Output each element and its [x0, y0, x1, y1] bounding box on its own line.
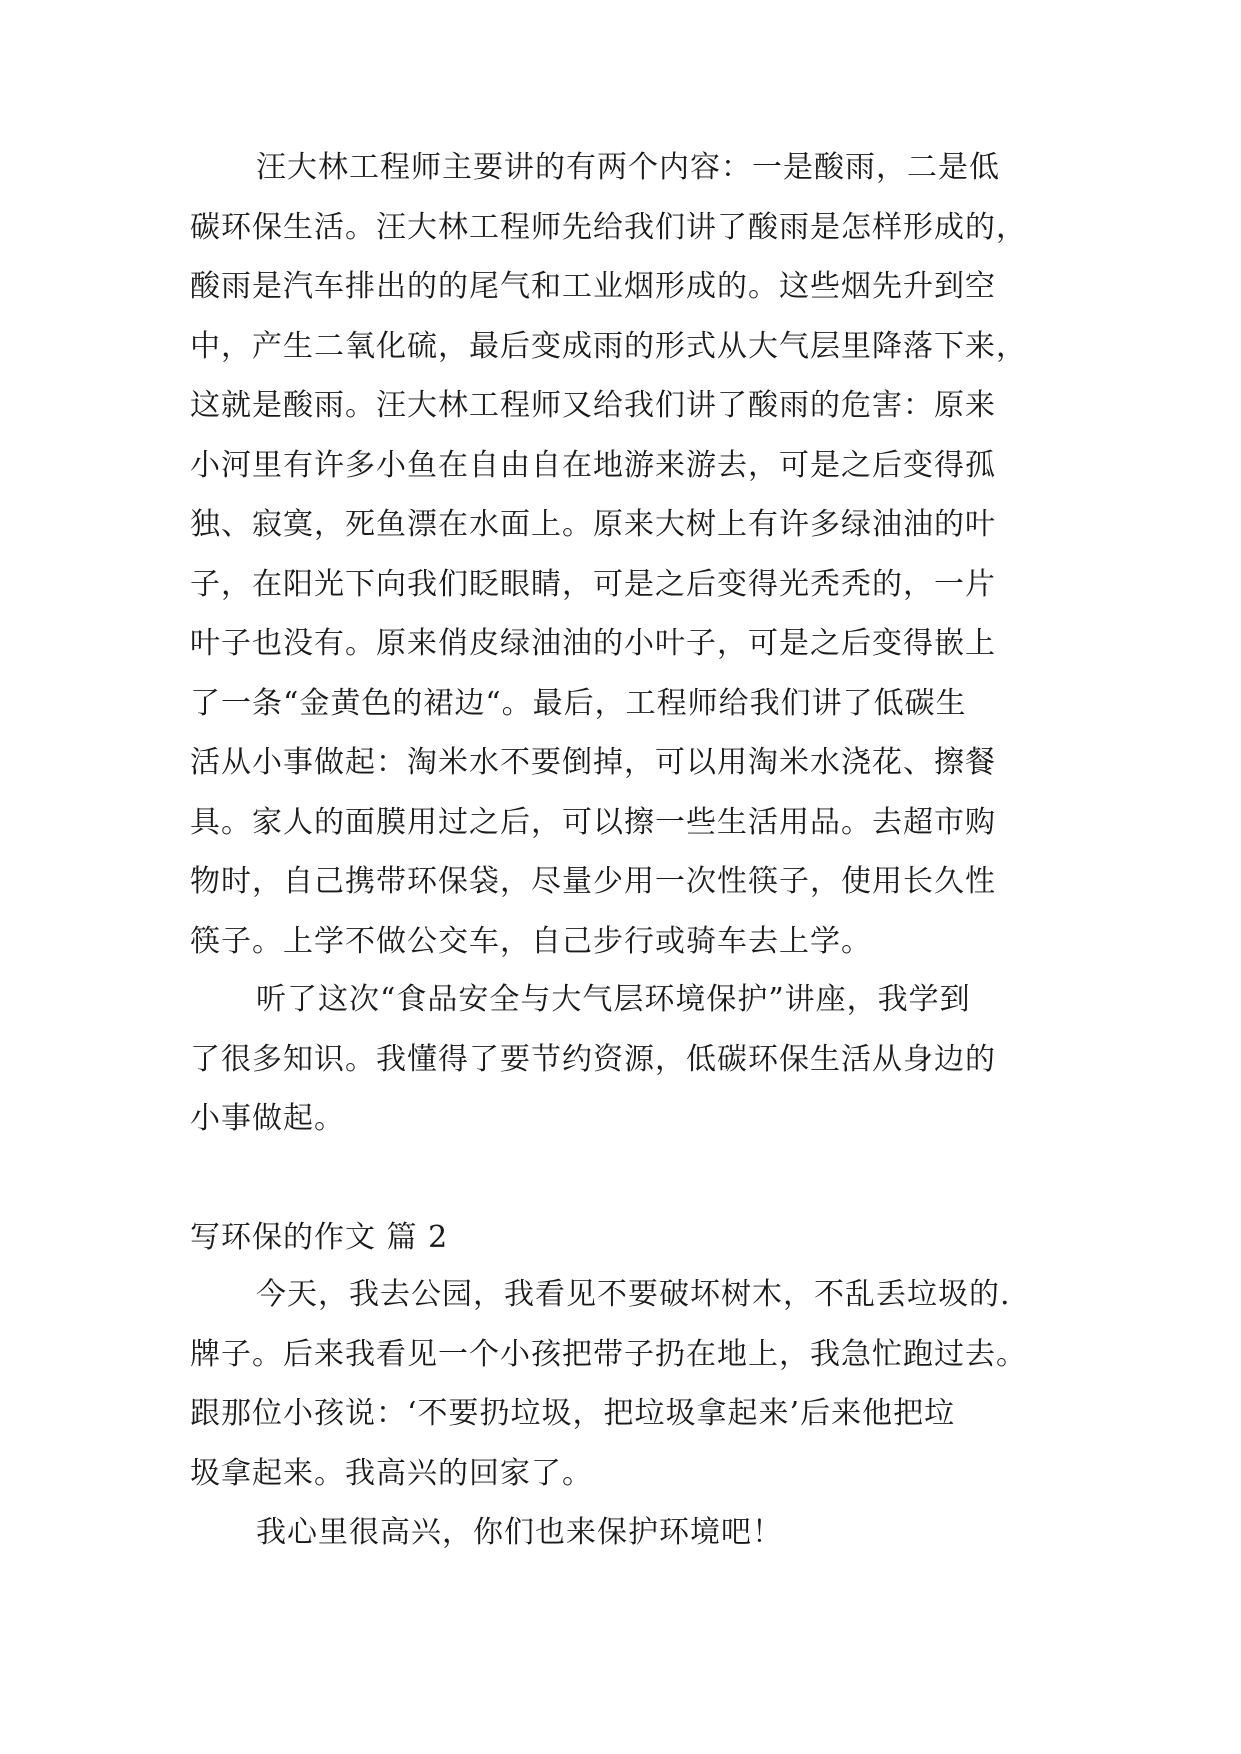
- paragraph-park-story: [190, 1265, 1070, 1503]
- text-line: 牌子。后来我看见一个小孩把带子扔在地上，我急忙跑过去。: [190, 1336, 1027, 1372]
- text-line: 酸雨是汽车排出的的尾气和工业烟形成的。这些烟先升到空: [190, 269, 996, 304]
- text-line: 碳环保生活。汪大林工程师先给我们讲了酸雨是怎样形成的，: [190, 209, 1027, 245]
- paragraph-closing: [190, 1503, 1070, 1563]
- text-line: 独、寂寞，死鱼漂在水面上。原来大树上有许多绿油油的叶: [190, 507, 996, 542]
- text-line: 物时，自己携带环保袋，尽量少用一次性筷子，使用长久性: [190, 864, 996, 899]
- text-line: 中，产生二氧化硫，最后变成雨的形式从大气层里降落下来，: [190, 328, 1027, 364]
- text-line: 小事做起。: [190, 1101, 345, 1136]
- text-line: 子，在阳光下向我们眨眼睛，可是之后变得光秃秃的，一片: [190, 566, 996, 602]
- text-line: 这就是酸雨。汪大林工程师又给我们讲了酸雨的危害：原来: [190, 388, 996, 423]
- text-line: 汪大林工程师主要讲的有两个内容：一是酸雨，二是低: [256, 150, 1000, 185]
- text-line: 了很多知识。我懂得了要节约资源，低碳环保生活从身边的: [190, 1041, 996, 1077]
- paragraph-acid-rain-lecture: [190, 138, 1070, 971]
- text-line: 活从小事做起：淘米水不要倒掉，可以用淘米水浇花、擦餐: [190, 745, 996, 780]
- text-line: 我心里很高兴，你们也来保护环境吧！: [256, 1515, 783, 1550]
- essay-heading: 写环保的作文 篇 2: [190, 1220, 449, 1255]
- text-line: 了一条“金黄色的裙边“。最后，工程师给我们讲了低碳生: [190, 685, 967, 721]
- text-line: 跟那位小孩说：‘不要扔垃圾，把垃圾拿起来’后来他把垃: [190, 1396, 956, 1431]
- text-line: 听了这次“食品安全与大气层环境保护”讲座，我学到: [256, 982, 971, 1017]
- text-line: 叶子也没有。原来俏皮绿油油的小叶子，可是之后变得嵌上: [190, 626, 996, 661]
- text-line: 今天，我去公园，我看见不要破坏树木，不乱丢垃圾的.: [256, 1277, 1011, 1312]
- paragraph-lecture-conclusion: [190, 970, 1070, 1149]
- text-line: 小河里有许多小鱼在自由自在地游来游去，可是之后变得孤: [190, 447, 996, 483]
- text-line: 圾拿起来。我高兴的回家了。: [190, 1455, 593, 1491]
- text-line: 筷子。上学不做公交车，自己步行或骑车去上学。: [190, 923, 872, 959]
- text-line: 具。家人的面膜用过之后，可以擦一些生活用品。去超市购: [190, 804, 996, 840]
